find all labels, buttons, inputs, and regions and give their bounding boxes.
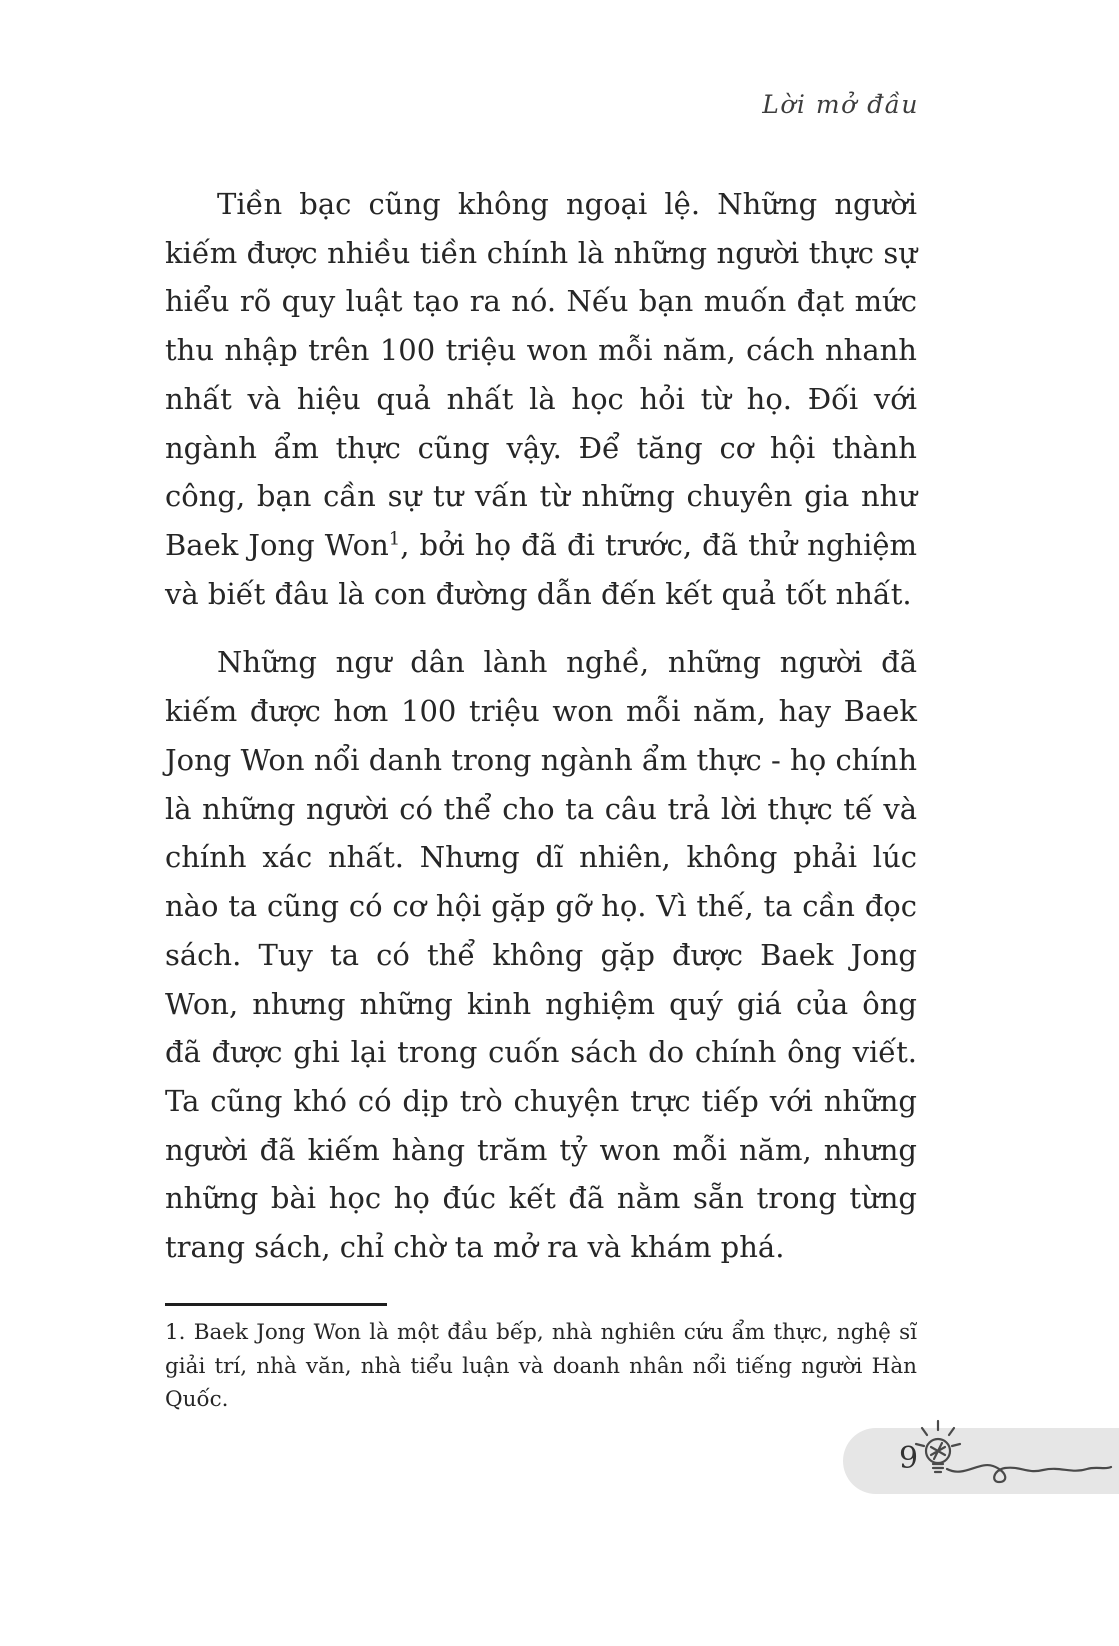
body-text — [165, 180, 917, 1292]
lightbulb-doodle-icon — [909, 1406, 1119, 1506]
paragraph-1 — [165, 180, 917, 618]
footnote-text: 1. Baek Jong Won là một đầu bếp, nhà nghiên cứu ẩm thực, nghệ sĩ giải trí, nhà văn, nhà tiểu luận và doanh nhân nổi tiếng người Hàn Quốc. — [165, 1320, 917, 1413]
page-number: 9 — [899, 1441, 919, 1476]
paragraph-2 — [165, 638, 917, 1271]
running-header-text: Lời mở đầu — [762, 90, 919, 119]
running-header — [762, 90, 919, 119]
paragraph-2-text: Những ngư dân lành nghề, những người đã kiếm được hơn 100 triệu won mỗi năm, hay Baek Jong Won nổi danh trong ngành ẩm thực - họ chính là những người có thể cho ta câu trả lời thực tế và chính xác nhất. Nhưng dĩ nhiên, không phải lúc nào ta cũng có cơ hội gặp gỡ họ. Vì thế, ta cần đọc sách. Tuy ta có thể không gặp được Baek Jong Won, nhưng những kinh nghiệm quý giá của ông đã được ghi lại trong cuốn sách do chính ông viết. Ta cũng khó có dịp trò chuyện trực tiếp với những người đã kiếm hàng trăm tỷ won mỗi năm, nhưng những bài học họ đúc kết đã nằm sẵn trong từng trang sách, chỉ chờ ta mở ra và khám phá. — [165, 645, 917, 1265]
footnote — [165, 1316, 917, 1417]
paragraph-1-text-after: , bởi họ đã đi trước, đã thử nghiệm và biết đâu là con đường dẫn đến kết quả tốt nhất. — [165, 528, 918, 611]
footnote-ref-marker: 1 — [388, 528, 401, 550]
paragraph-1-text: Tiền bạc cũng không ngoại lệ. Những người kiếm được nhiều tiền chính là những người thực sự hiểu rõ quy luật tạo ra nó. Nếu bạn muốn đạt mức thu nhập trên 100 triệu won mỗi năm, cách nhanh nhất và hiệu quả nhất là học hỏi từ họ. Đối với ngành ẩm thực cũng vậy. Để tăng cơ hội thành công, bạn cần sự tư vấn từ những chuyên gia như Baek Jong Won — [165, 187, 917, 563]
footnote-divider — [165, 1303, 387, 1306]
